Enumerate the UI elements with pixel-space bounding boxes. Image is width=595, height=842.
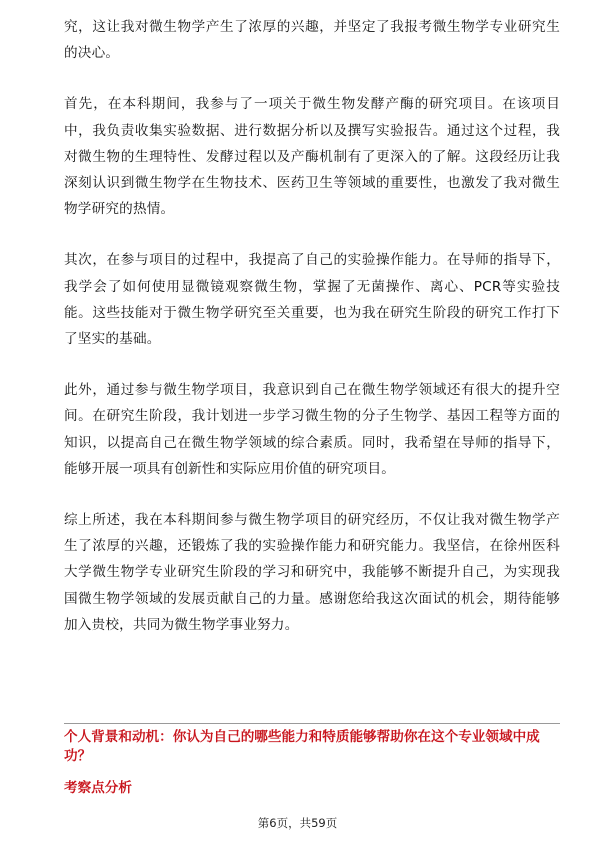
page-number: 第6页，共59页 (257, 816, 338, 830)
paragraph-conclusion: 综上所述，我在本科期间参与微生物学项目的研究经历，不仅让我对微生物学产生了浓厚的兴趣，还锻炼了我的实验操作能力和研究能力。我坚信，在徐州医科大学微生物学专业研究生阶段的学习和研究中，我能够不断提升自己，为实现我国微生物学领域的发展贡献自己的力量。感谢您给我这次面试的机会，期待能够加入贵校，共同为微生物学事业努力。 (64, 512, 560, 633)
analysis-subheading: 考察点分析 (64, 780, 132, 796)
paragraph-additionally: 此外，通过参与微生物学项目，我意识到自己在微生物学领域还有很大的提升空间。在研究生阶段，我计划进一步学习微生物的分子生物学、基因工程等方面的知识，以提高自己在微生物学领域的综合素质。同时，我希望在导师的指导下，能够开展一项具有创新性和实际应用价值的研究项目。 (64, 382, 560, 477)
question-heading: 个人背景和动机：你认为自己的哪些能力和特质能够帮助你在这个专业领域中成功？ (64, 729, 540, 764)
section-divider (64, 723, 560, 724)
paragraph-second: 其次，在参与项目的过程中，我提高了自己的实验操作能力。在导师的指导下，我学会了如何使用显微镜观察微生物，掌握了无菌操作、离心、PCR等实验技能。这些技能对于微生物学研究至关重要，也为我在研究生阶段的研究工作打下了坚实的基础。 (64, 252, 560, 348)
paragraph-first: 首先，在本科期间，我参与了一项关于微生物发酵产酶的研究项目。在该项目中，我负责收集实验数据、进行数据分析以及撰写实验报告。通过这个过程，我对微生物的生理特性、发酵过程以及产酶机制有了更深入的了解。这段经历让我深刻认识到微生物学在生物技术、医药卫生等领域的重要性，也激发了我对微生物学研究的热情。 (64, 96, 560, 218)
paragraph-continuation: 究，这让我对微生物学产生了浓厚的兴趣，并坚定了我报考微生物学专业研究生的决心。 (64, 19, 560, 62)
document-body (64, 14, 560, 638)
